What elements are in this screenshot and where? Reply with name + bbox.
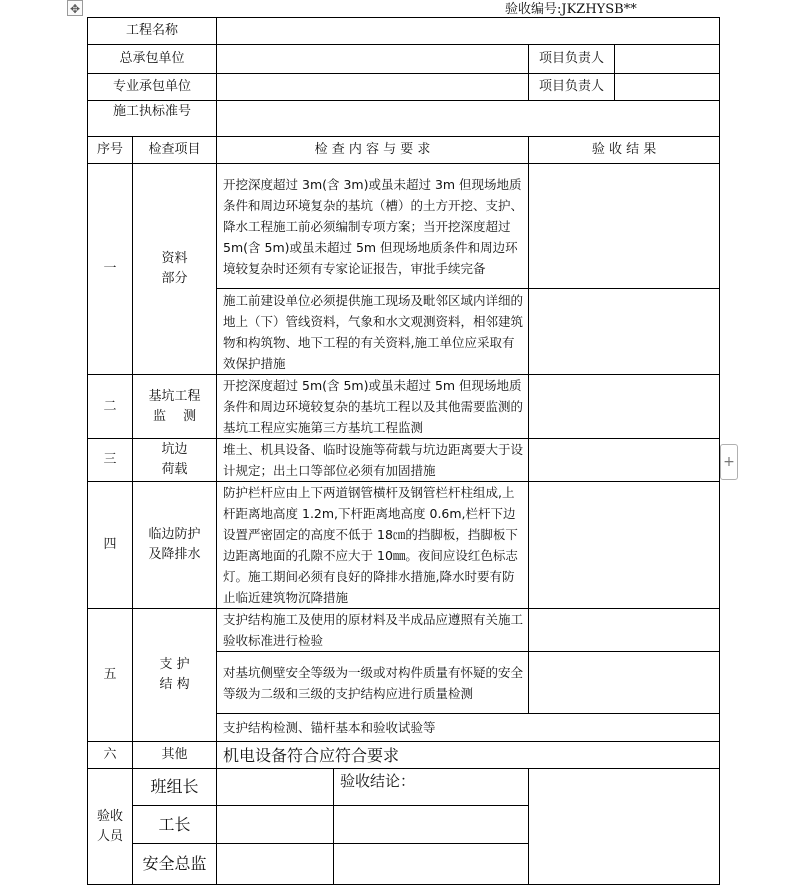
project-name-value[interactable] — [217, 18, 720, 45]
requirement-text: 开挖深度超过 3m(含 3m)或虽未超过 3m 但现场地质条件和周边环境复杂的基坑（槽）的土方开挖、支护、降水工程施工前必须编制专项方案；当开挖深度超过 5m(含 5m)或虽未超过 5m 但现场地质条件和周边环境较复杂时还须有专家论证报告，审批手续完备 — [217, 164, 529, 289]
result-cell[interactable] — [529, 609, 720, 652]
section-seq: 三 — [88, 439, 133, 482]
project-manager-value-1[interactable] — [615, 45, 720, 74]
result-cell[interactable] — [529, 375, 720, 439]
project-manager-label-2: 项目负责人 — [529, 74, 615, 101]
project-name-row — [88, 18, 720, 45]
personnel-label: 验收 人员 — [88, 769, 133, 885]
standard-row — [88, 101, 720, 137]
acceptance-row — [88, 769, 720, 806]
project-name-label: 工程名称 — [88, 18, 217, 45]
section-row — [88, 164, 720, 289]
section-seq: 一 — [88, 164, 133, 375]
specialty-contractor-value[interactable] — [217, 74, 529, 101]
column-header-row — [88, 137, 720, 164]
role-signature-area[interactable] — [217, 806, 529, 844]
project-manager-value-2[interactable] — [615, 74, 720, 101]
result-cell[interactable] — [529, 164, 720, 289]
general-contractor-row — [88, 45, 720, 74]
section-row — [88, 742, 720, 769]
section-seq: 四 — [88, 482, 133, 609]
signature-cell[interactable] — [217, 769, 334, 805]
section-item: 坑边 荷载 — [133, 439, 217, 482]
table-move-handle-icon[interactable]: ✥ — [67, 0, 83, 16]
section-seq: 六 — [88, 742, 133, 769]
conclusion-label: 验收结论： — [340, 772, 416, 790]
section-item: 支 护 结 构 — [133, 609, 217, 742]
standard-value[interactable] — [217, 101, 720, 137]
section-item: 资料 部分 — [133, 164, 217, 375]
signature-cell[interactable] — [217, 806, 334, 843]
acceptance-form-table — [87, 17, 720, 885]
section-seq: 二 — [88, 375, 133, 439]
role-label: 安全总监 — [133, 844, 217, 885]
requirement-text: 开挖深度超过 5m(含 5m)或虽未超过 5m 但现场地质条件和周边环境较复杂的基坑工程以及其他需要监测的基坑工程应实施第三方基坑工程监测 — [217, 375, 529, 439]
conclusion-space — [334, 844, 528, 884]
section-row — [88, 609, 720, 652]
form-number: 验收编号:JKZHYSB** — [505, 2, 637, 17]
result-cell[interactable] — [529, 482, 720, 609]
requirement-text: 施工前建设单位必须提供施工现场及毗邻区域内详细的地上（下）管线资料，气象和水文观测资料，相邻建筑物和构筑物、地下工程的有关资料,施工单位应采取有效保护措施 — [217, 289, 529, 375]
role-label: 班组长 — [133, 769, 217, 806]
requirement-text: 堆土、机具设备、临时设施等荷载与坑边距离要大于设计规定；出土口等部位必须有加固措施 — [217, 439, 529, 482]
section-item: 基坑工程 监 测 — [133, 375, 217, 439]
general-contractor-value[interactable] — [217, 45, 529, 74]
specialty-contractor-label: 专业承包单位 — [88, 74, 217, 101]
requirement-text: 对基坑侧壁安全等级为一级或对构件质量有怀疑的安全等级为二级和三级的支护结构应进行质量检测 — [217, 652, 529, 714]
role-label: 工长 — [133, 806, 217, 844]
add-column-plus-icon[interactable]: + — [720, 444, 738, 480]
section-row — [88, 439, 720, 482]
requirement-text: 防护栏杆应由上下两道钢管横杆及钢管栏杆柱组成,上杆距离地高度 1.2m,下杆距离地高度 0.6m,栏杆下边设置严密固定的高度不低于 18㎝的挡脚板，挡脚板下边距离地面的孔隙不应大于 10㎜。夜间应设红色标志灯。施工期间必须有良好的降排水措施,降水时要有防止临近建筑物沉降措施 — [217, 482, 529, 609]
role-signature-area[interactable] — [217, 769, 529, 806]
standard-label: 施工执标准号 — [88, 101, 217, 137]
signature-cell[interactable] — [217, 844, 334, 884]
conclusion-area[interactable] — [529, 769, 720, 885]
requirement-text: 支护结构施工及使用的原材料及半成品应遵照有关施工验收标准进行检验 — [217, 609, 529, 652]
role-signature-area[interactable] — [217, 844, 529, 885]
requirement-text: 机电设备符合应符合要求 — [217, 742, 720, 769]
section-item: 其他 — [133, 742, 217, 769]
col-header-result: 验 收 结 果 — [529, 137, 720, 164]
section-seq: 五 — [88, 609, 133, 742]
general-contractor-label: 总承包单位 — [88, 45, 217, 74]
result-cell[interactable] — [529, 439, 720, 482]
section-row — [88, 482, 720, 609]
section-item: 临边防护 及降排水 — [133, 482, 217, 609]
col-header-content: 检 查 内 容 与 要 求 — [217, 137, 529, 164]
result-cell[interactable] — [529, 652, 720, 714]
conclusion-space — [334, 806, 528, 843]
section-row — [88, 375, 720, 439]
col-header-seq: 序号 — [88, 137, 133, 164]
specialty-contractor-row — [88, 74, 720, 101]
requirement-text: 支护结构检测、锚杆基本和验收试验等 — [217, 714, 720, 742]
col-header-item: 检查项目 — [133, 137, 217, 164]
project-manager-label-1: 项目负责人 — [529, 45, 615, 74]
result-cell[interactable] — [529, 289, 720, 375]
